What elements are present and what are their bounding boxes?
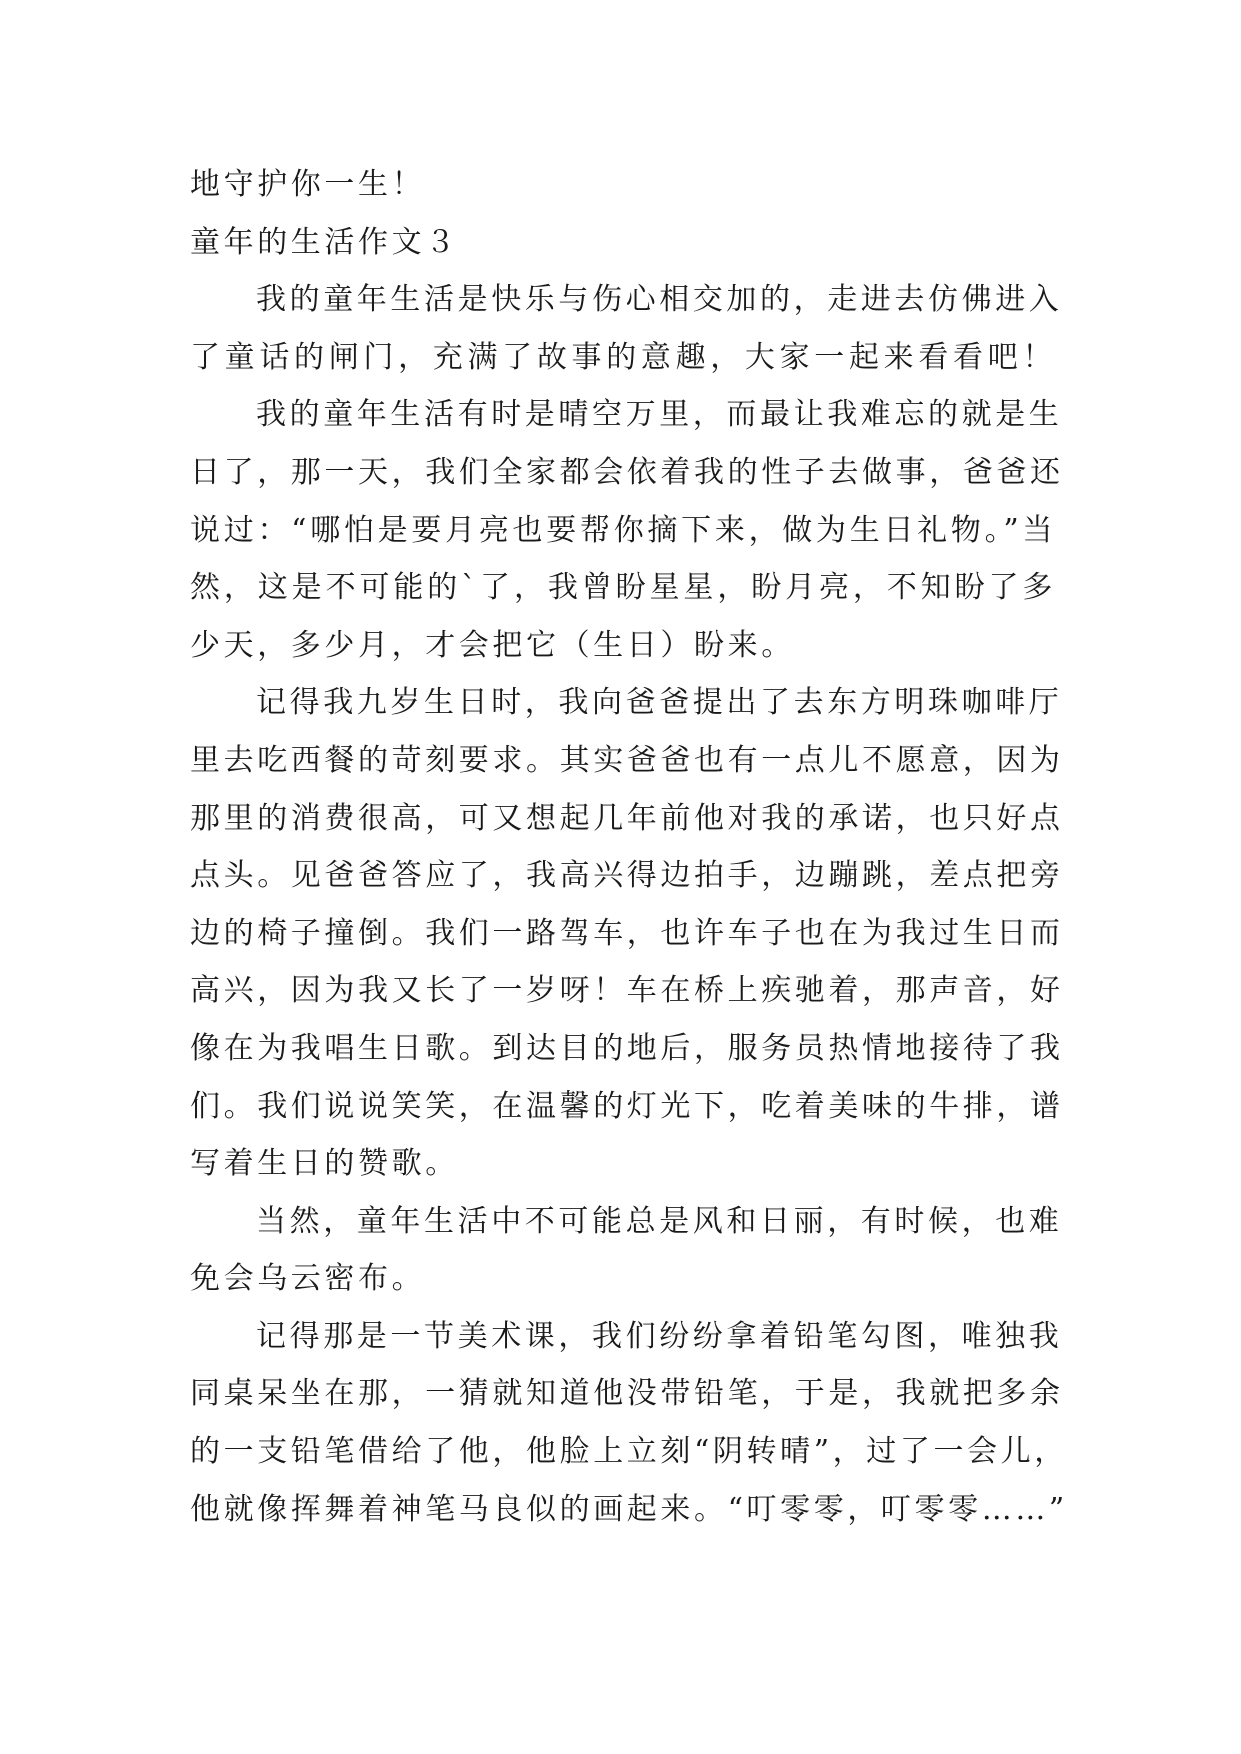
text-line: 写着生日的赞歌。 <box>190 1146 459 1182</box>
text-line: 然，这是不可能的`了，我曾盼星星，盼月亮，不知盼了多 <box>190 570 1056 606</box>
text-line: 少天，多少月，才会把它（生日）盼来。 <box>190 627 795 663</box>
text-line: 我的童年生活是快乐与伤心相交加的，走进去仿佛进入 <box>256 282 1063 318</box>
text-line: 地守护你一生！ <box>190 167 426 202</box>
text-line: 那里的消费很高，可又想起几年前他对我的承诺，也只好点 <box>190 800 1064 836</box>
text-line: 当然，童年生活中不可能总是风和日丽，有时候，也难 <box>256 1203 1063 1239</box>
text-line: 他就像挥舞着神笔马良似的画起来。“叮零零，叮零零……” <box>190 1491 1068 1527</box>
text-line: 高兴，因为我又长了一岁呀！车在桥上疾驰着，那声音，好 <box>190 973 1064 1009</box>
text-line: 免会乌云密布。 <box>190 1261 426 1297</box>
text-line: 日了，那一天，我们全家都会依着我的性子去做事，爸爸还 <box>190 454 1064 490</box>
document-body <box>190 156 1068 1538</box>
text-line: 像在为我唱生日歌。到达目的地后，服务员热情地接待了我 <box>190 1030 1064 1066</box>
text-line: 里去吃西餐的苛刻要求。其实爸爸也有一点儿不愿意，因为 <box>190 742 1064 778</box>
text-line: 了童话的闸门，充满了故事的意趣，大家一起来看看吧！ <box>190 339 1056 375</box>
section-title: 童年的生活作文３ <box>190 224 459 260</box>
text-line: 说过：“哪怕是要月亮也要帮你摘下来，做为生日礼物。”当 <box>190 512 1056 548</box>
text-line: 边的椅子撞倒。我们一路驾车，也许车子也在为我过生日而 <box>190 915 1064 951</box>
text-line: 同桌呆坐在那，一猜就知道他没带铅笔，于是，我就把多余 <box>190 1376 1064 1412</box>
text-line: 记得我九岁生日时，我向爸爸提出了去东方明珠咖啡厅 <box>256 685 1063 721</box>
text-line: 们。我们说说笑笑，在温馨的灯光下，吃着美味的牛排，谱 <box>190 1088 1064 1124</box>
text-line: 我的童年生活有时是晴空万里，而最让我难忘的就是生 <box>256 397 1063 433</box>
text-line: 的一支铅笔借给了他，他脸上立刻“阴转晴”，过了一会儿， <box>190 1434 1068 1470</box>
text-line: 点头。见爸爸答应了，我高兴得边拍手，边蹦跳，差点把旁 <box>190 858 1064 894</box>
text-line: 记得那是一节美术课，我们纷纷拿着铅笔勾图，唯独我 <box>256 1318 1063 1354</box>
